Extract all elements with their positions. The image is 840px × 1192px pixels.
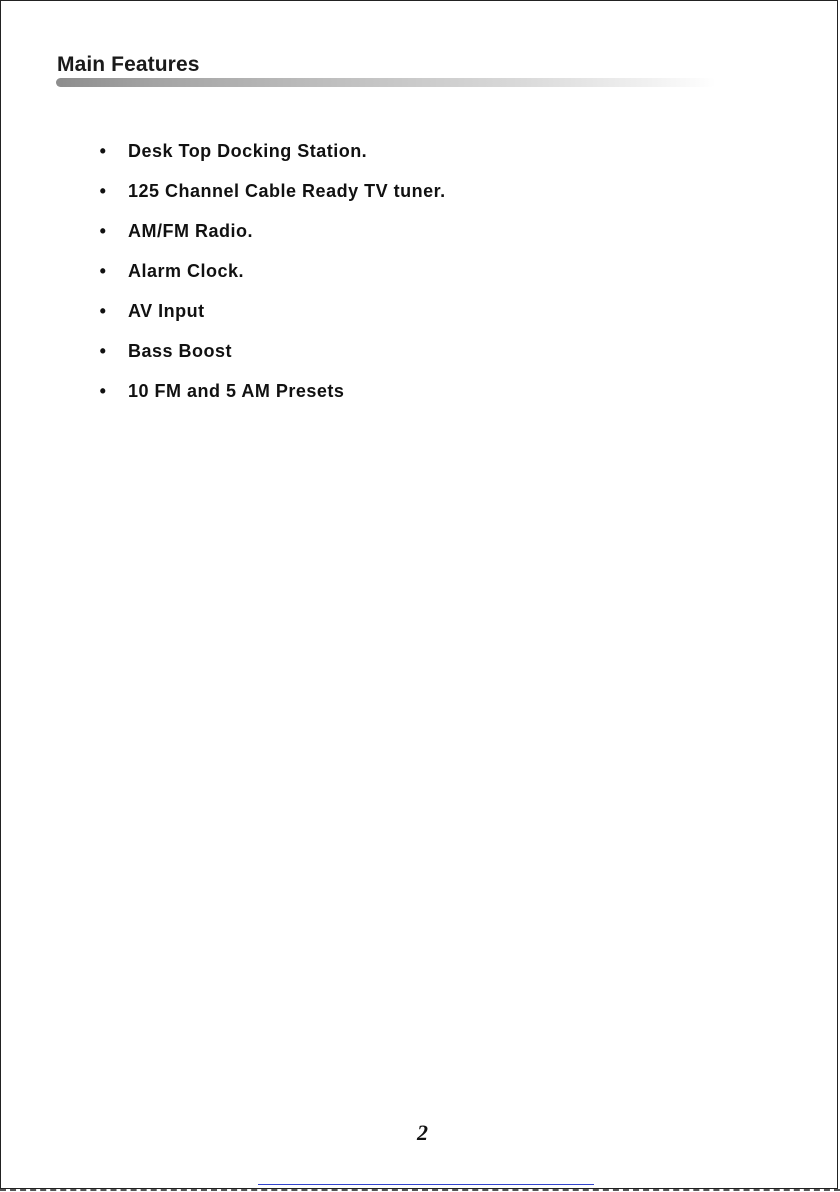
section-header — [56, 52, 716, 92]
page-number: 2 — [417, 1120, 428, 1145]
bullet-icon: • — [99, 221, 107, 241]
page-title: Main Features — [57, 53, 200, 76]
footer-link-underline[interactable] — [258, 1184, 594, 1185]
title-underline-bar — [56, 78, 716, 87]
feature-text: AM/FM Radio. — [128, 221, 253, 241]
bullet-icon: • — [99, 301, 107, 321]
bullet-icon: • — [99, 181, 107, 201]
feature-text: AV Input — [128, 301, 205, 321]
bullet-icon: • — [99, 381, 107, 401]
bullet-icon: • — [99, 261, 107, 281]
feature-text: Desk Top Docking Station. — [128, 141, 368, 161]
page-bottom-dashed-border — [0, 1189, 840, 1191]
feature-text: Alarm Clock. — [128, 261, 245, 281]
feature-text: 10 FM and 5 AM Presets — [128, 381, 345, 401]
bullet-icon: • — [99, 341, 107, 361]
feature-text: 125 Channel Cable Ready TV tuner. — [128, 181, 446, 201]
bullet-icon: • — [99, 141, 107, 161]
feature-text: Bass Boost — [128, 341, 233, 361]
